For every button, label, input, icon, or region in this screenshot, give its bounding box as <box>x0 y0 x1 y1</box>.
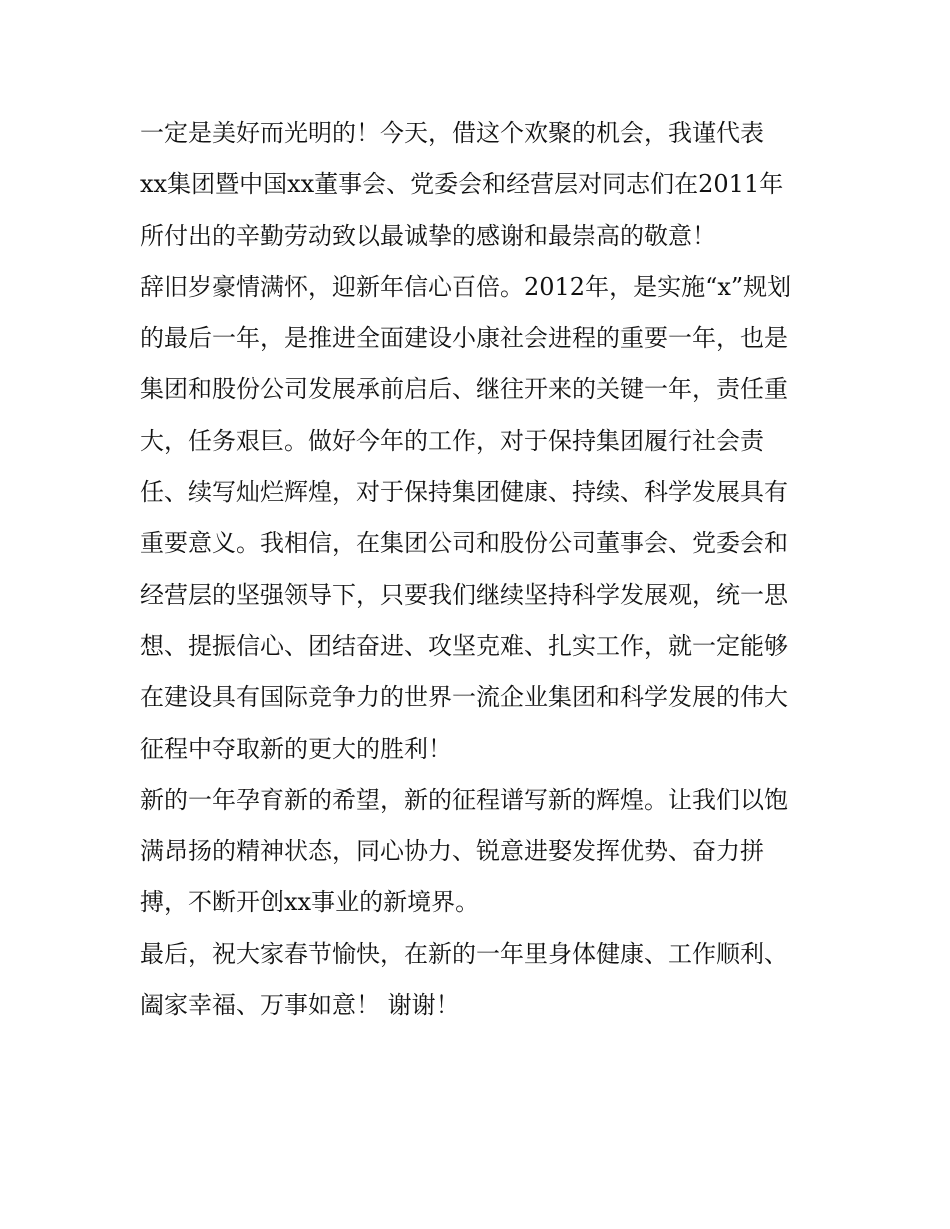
text-line: 新的一年孕育新的希望，新的征程谱写新的辉煌。让我们以饱 <box>140 785 788 814</box>
body-text <box>140 108 820 1031</box>
text-line: xx集团暨中国xx董事会、党委会和经营层对同志们在2011年 <box>140 170 784 199</box>
text-line: 大，任务艰巨。做好今年的工作，对于保持集团履行社会责 <box>140 426 764 455</box>
text-line: 辞旧岁豪情满怀，迎新年信心百倍。2012年，是实施“x”规划 <box>140 272 792 301</box>
text-line: 阖家幸福、万事如意！ 谢谢！ <box>140 991 460 1020</box>
text-line: 征程中夺取新的更大的胜利！ <box>140 734 452 763</box>
text-line: 任、续写灿烂辉煌，对于保持集团健康、持续、科学发展具有 <box>140 478 788 507</box>
text-line: 搏，不断开创xx事业的新境界。 <box>140 888 480 917</box>
text-line: 经营层的坚强领导下，只要我们继续坚持科学发展观，统一思 <box>140 580 788 609</box>
text-line: 最后，祝大家春节愉快，在新的一年里身体健康、工作顺利、 <box>140 939 788 968</box>
text-line: 重要意义。我相信，在集团公司和股份公司董事会、党委会和 <box>140 529 788 558</box>
text-line: 集团和股份公司发展承前启后、继往开来的关键一年，责任重 <box>140 375 788 404</box>
text-line: 满昂扬的精神状态，同心协力、锐意进娶发挥优势、奋力拼 <box>140 837 764 866</box>
text-line: 想、提振信心、团结奋进、攻坚克难、扎实工作，就一定能够 <box>140 631 788 660</box>
text-line: 在建设具有国际竞争力的世界一流企业集团和科学发展的伟大 <box>140 683 788 712</box>
text-line: 的最后一年，是推进全面建设小康社会进程的重要一年，也是 <box>140 324 788 353</box>
text-line: 一定是美好而光明的！今天，借这个欢聚的机会，我谨代表 <box>140 119 764 147</box>
text-line: 所付出的辛勤劳动致以最诚挚的感谢和最崇高的敬意！ <box>140 221 716 250</box>
